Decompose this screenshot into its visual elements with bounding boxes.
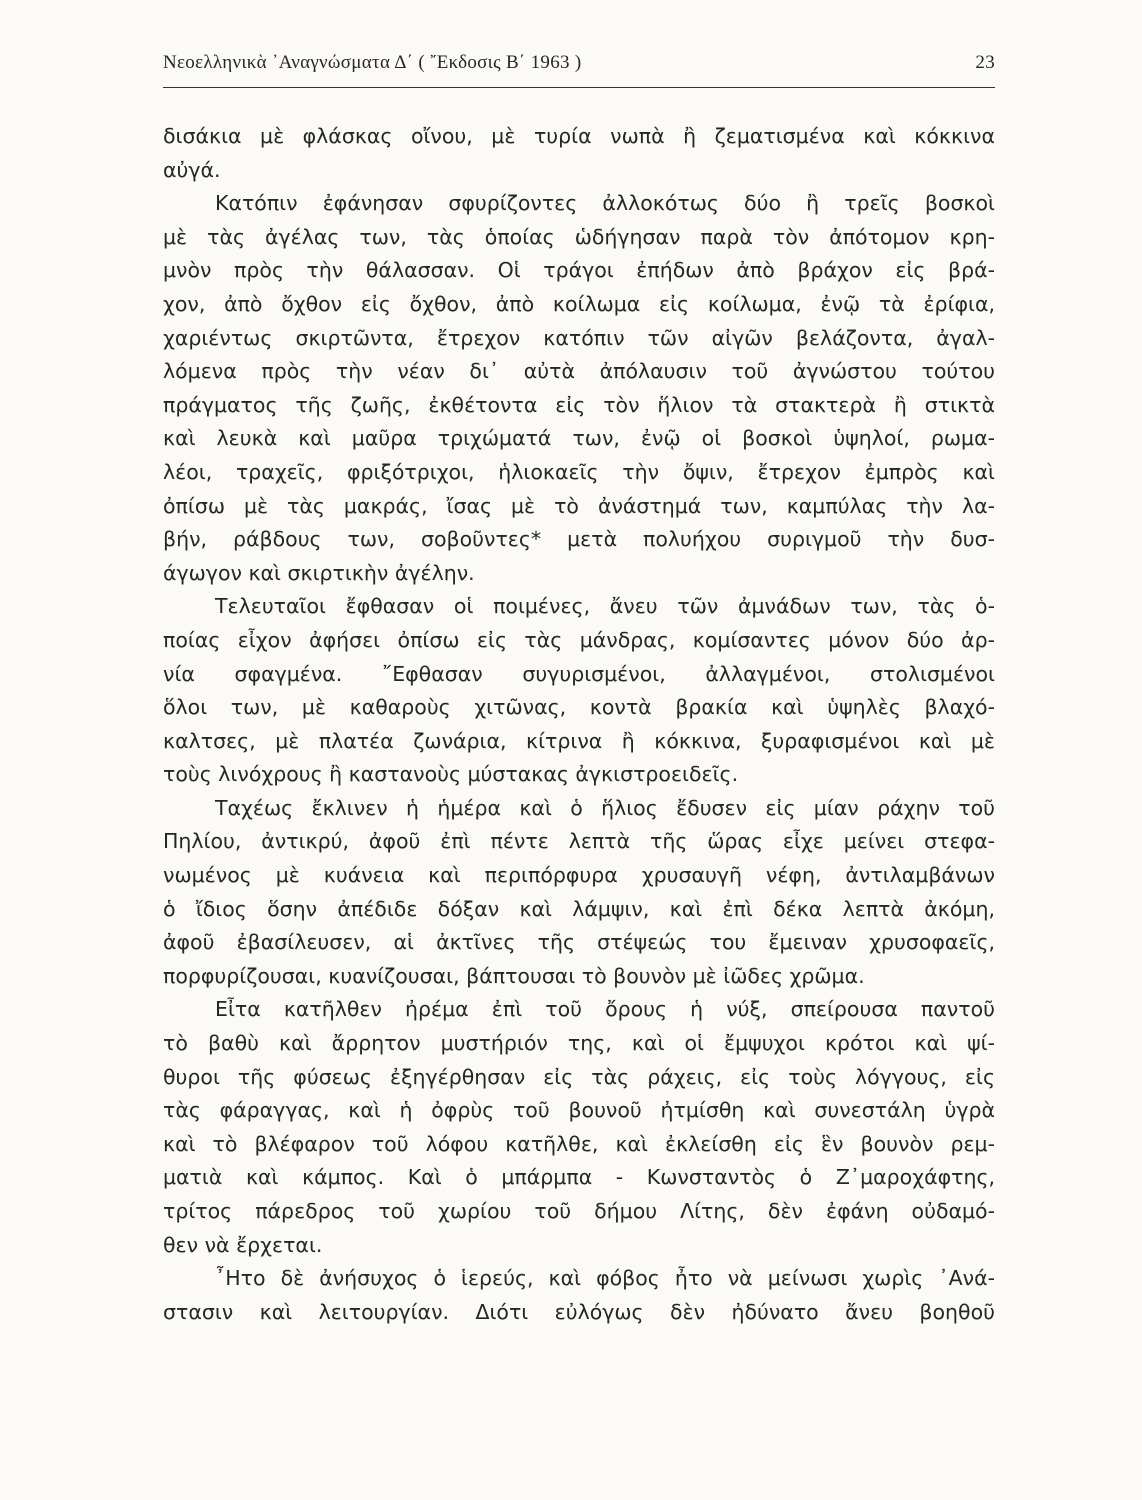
text-line: Κατόπιν ἐφάνησαν σφυρίζοντες ἀλλοκότως δύο ἢ τρεῖς βοσκοὶ <box>215 191 995 216</box>
text-line: δισάκια μὲ φλάσκας οἴνου, μὲ τυρία νωπὰ ἢ ζεματισμένα καὶ κόκκινα <box>163 124 995 148</box>
text-line: λόμενα πρὸς τὴν νέαν δι᾿ αὐτὰ ἀπόλαυσιν τοῦ ἀγνώστου τούτου <box>163 359 995 384</box>
text-line: ὀπίσω μὲ τὰς μακράς, ἴσας μὲ τὸ ἀνάστημά των, καμπύλας τὴν λα- <box>163 493 995 518</box>
text-line: μὲ τὰς ἀγέλας των, τὰς ὁποίας ὡδήγησαν παρὰ τὸν ἀπότομον κρη- <box>163 224 995 249</box>
text-line: τὸ βαθὺ καὶ ἄρρητον μυστήριόν της, καὶ οἱ ἔμψυχοι κρότοι καὶ ψί- <box>163 1031 995 1056</box>
text-line: ποίας εἶχον ἀφήσει ὀπίσω εἰς τὰς μάνδρας, κομίσαντες μόνον δύο ἀρ- <box>163 627 995 652</box>
text-line: ἀφοῦ ἐβασίλευσεν, αἱ ἀκτῖνες τῆς στέψεώς του ἔμειναν χρυσοφαεῖς, <box>163 930 995 955</box>
text-line: ῏Ητο δὲ ἀνήσυχος ὁ ἱερεύς, καὶ φόβος ἦτο νὰ μείνωσι χωρὶς ᾿Ανά- <box>215 1266 995 1291</box>
text-line: πράγματος τῆς ζωῆς, ἐκθέτοντα εἰς τὸν ἥλιον τὰ στακτερὰ ἢ στικτὰ <box>163 392 995 417</box>
text-line: ὅλοι των, μὲ καθαροὺς χιτῶνας, κοντὰ βρακία καὶ ὑψηλὲς βλαχό- <box>163 695 995 720</box>
text-line: καλτσες, μὲ πλατέα ζωνάρια, κίτρινα ἢ κόκκινα, ξυραφισμένοι καὶ μὲ <box>163 728 995 753</box>
text-line: νωμένος μὲ κυάνεια καὶ περιπόρφυρα χρυσαυγῆ νέφη, ἀντιλαμβάνων <box>163 863 995 888</box>
text-line: χαριέντως σκιρτῶντα, ἔτρεχον κατόπιν τῶν αἰγῶν βελάζοντα, ἀγαλ- <box>163 325 995 350</box>
text-line: λέοι, τραχεῖς, φριξότριχοι, ἡλιοκαεῖς τὴν ὄψιν, ἔτρεχον ἐμπρὸς καὶ <box>163 459 995 484</box>
text-line: βήν, ράβδους των, σοβοῦντες* μετὰ πολυήχου συριγμοῦ τὴν δυσ- <box>163 527 995 552</box>
text-line: πορφυρίζουσαι, κυανίζουσαι, βάπτουσαι τὸ βουνὸν μὲ ἰῶδες χρῶμα. <box>163 963 865 988</box>
text-line: Εἶτα κατῆλθεν ἠρέμα ἐπὶ τοῦ ὄρους ἡ νύξ, σπείρουσα παντοῦ <box>215 997 995 1022</box>
text-line: θυροι τῆς φύσεως ἐξηγέρθησαν εἰς τὰς ράχεις, εἰς τοὺς λόγγους, εἰς <box>163 1064 995 1089</box>
text-line: τρίτος πάρεδρος τοῦ χωρίου τοῦ δήμου Λίτης, δὲν ἐφάνη οὐδαμό- <box>163 1199 995 1223</box>
running-head-title: Νεοελληνικὰ ᾿Αναγνώσματα Δ΄ ( ῎Εκδοσις Β΄ 1963 ) <box>163 52 582 73</box>
text-line: αὐγά. <box>163 157 221 182</box>
header-rule <box>163 87 995 88</box>
text-line: στασιν καὶ λειτουργίαν. Διότι εὐλόγως δὲν ἠδύνατο ἄνευ βοηθοῦ <box>163 1299 995 1324</box>
text-line: τὰς φάραγγας, καὶ ἡ ὀφρὺς τοῦ βουνοῦ ἠτμίσθη καὶ συνεστάλη ὑγρὰ <box>163 1098 995 1123</box>
text-line: ματιὰ καὶ κάμπος. Καὶ ὁ μπάρμπα - Κωνσταντὸς ὁ Ζ᾿μαροχάφτης, <box>163 1165 995 1190</box>
text-line: καὶ λευκὰ καὶ μαῦρα τριχώματά των, ἐνῷ οἱ βοσκοὶ ὑψηλοί, ρωμα- <box>163 426 995 451</box>
text-line: Πηλίου, ἀντικρύ, ἀφοῦ ἐπὶ πέντε λεπτὰ τῆς ὥρας εἶχε μείνει στεφα- <box>163 829 995 854</box>
text-line: μνὸν πρὸς τὴν θάλασσαν. Οἱ τράγοι ἐπήδων ἀπὸ βράχον εἰς βρά- <box>163 258 995 283</box>
text-line: Ταχέως ἔκλινεν ἡ ἡμέρα καὶ ὁ ἥλιος ἔδυσεν εἰς μίαν ράχην τοῦ <box>215 795 995 820</box>
text-line: θεν νὰ ἔρχεται. <box>163 1232 323 1257</box>
text-line: χον, ἀπὸ ὄχθον εἰς ὄχθον, ἀπὸ κοίλωμα εἰς κοίλωμα, ἐνῷ τὰ ἐρίφια, <box>163 291 995 316</box>
text-line: νία σφαγμένα. ῎Εφθασαν συγυρισμένοι, ἀλλαγμένοι, στολισμένοι <box>163 661 995 686</box>
text-line: Τελευταῖοι ἔφθασαν οἱ ποιμένες, ἄνευ τῶν ἀμνάδων των, τὰς ὁ- <box>215 594 995 619</box>
text-line: τοὺς λινόχρους ἢ καστανοὺς μύστακας ἀγκιστροειδεῖς. <box>163 762 739 787</box>
running-head <box>163 50 995 76</box>
text-line: καὶ τὸ βλέφαρον τοῦ λόφου κατῆλθε, καὶ ἐκλείσθη εἰς ἓν βουνὸν ρεμ- <box>163 1131 995 1156</box>
body-text <box>163 120 995 1329</box>
text-line: ὁ ἴδιος ὅσην ἀπέδιδε δόξαν καὶ λάμψιν, καὶ ἐπὶ δέκα λεπτὰ ἀκόμη, <box>163 896 995 921</box>
text-line: άγωγον καὶ σκιρτικὴν ἀγέλην. <box>163 560 475 585</box>
page-number: 23 <box>975 52 995 73</box>
